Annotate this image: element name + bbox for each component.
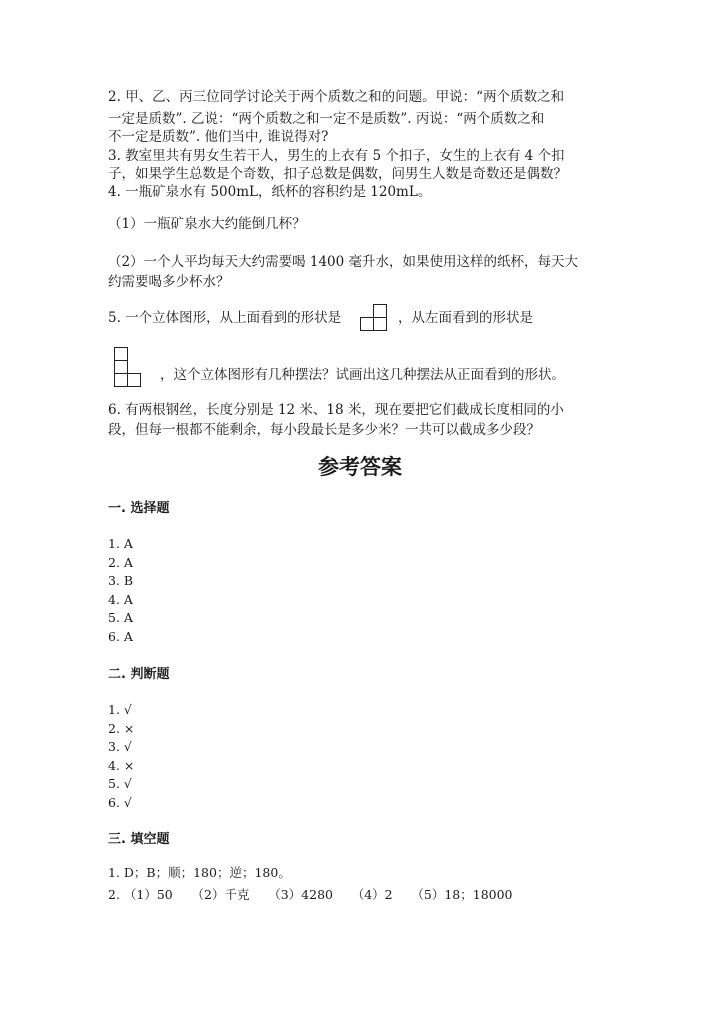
section-judge-heading: 二. 判断题 [108,667,170,682]
q6-line1: 6. 有两根钢丝，长度分别是 12 米、18 米，现在要把它们截成长度相同的小 [108,402,564,418]
list-item: 6. A [108,628,133,644]
list-item: 6. √ [108,794,132,810]
q6-line2: 段，但每一根都不能剩余，每小段最长是多少米？一共可以截成多少段？ [108,422,540,438]
q3-line2: 子，如果学生总数是个奇数，扣子总数是偶数，问男生人数是奇数还是偶数？ [108,166,567,182]
list-item: 2. × [108,720,135,736]
section-judge-list [108,701,134,813]
list-item: 2. A [108,554,133,570]
list-item: 1. A [108,536,133,551]
q4-sub2-line2: 约需要喝多少杯水？ [108,274,230,290]
q2-line3: 不一定是质数”. 他们当中, 谁说得对? [108,129,329,145]
q2-line1: 2. 甲、乙、丙三位同学讨论关于两个质数之和的问题。甲说：“两个质数之和 [108,89,565,105]
q2-line2: 一定是质数”. 乙说：“两个质数之和一定不是质数”. 丙说：“两个质数之和 [108,111,545,127]
list-item: 4. × [108,757,135,773]
q4-sub2-line1: （2）一个人平均每天大约需要喝 1400 毫升水，如果使用这样的纸杯，每天大 [108,254,579,270]
q5-part3: ，这个立体图形有几种摆法？试画出这几种摆法从正面看到的形状。 [160,367,565,383]
section-choice-heading: 一. 选择题 [108,501,170,516]
list-item: 5. A [108,610,133,626]
q5-part1: 5. 一个立体图形，从上面看到的形状是 [108,310,342,326]
q4-line1: 4. 一瓶矿泉水有 500mL，纸杯的容积约是 120mL。 [108,184,432,200]
list-item: 5. √ [108,776,132,792]
list-item: 3. B [108,573,134,589]
fill-answer-line1: 1. D；B；顺；180；逆；180。 [108,865,291,880]
section-choice-list [108,535,133,647]
q4-sub1: （1）一瓶矿泉水大约能倒几杯？ [108,216,306,232]
q5-part2: ，从左面看到的形状是 [398,310,533,326]
list-item: 1. √ [108,702,132,717]
left-view-grid-icon [114,347,144,391]
list-item: 4. A [108,591,133,607]
answers-title: 参考答案 [318,455,402,479]
fill-answer-line2: 2. （1）50 （2）千克 （3）4280 （4）2 （5）18；18000 [108,887,513,902]
q3-line1: 3. 教室里共有男女生若干人，男生的上衣有 5 个扣子，女生的上衣有 4 个扣 [108,148,565,164]
top-view-grid-icon [360,304,390,334]
section-fill-heading: 三. 填空题 [108,832,170,847]
list-item: 3. √ [108,739,132,755]
